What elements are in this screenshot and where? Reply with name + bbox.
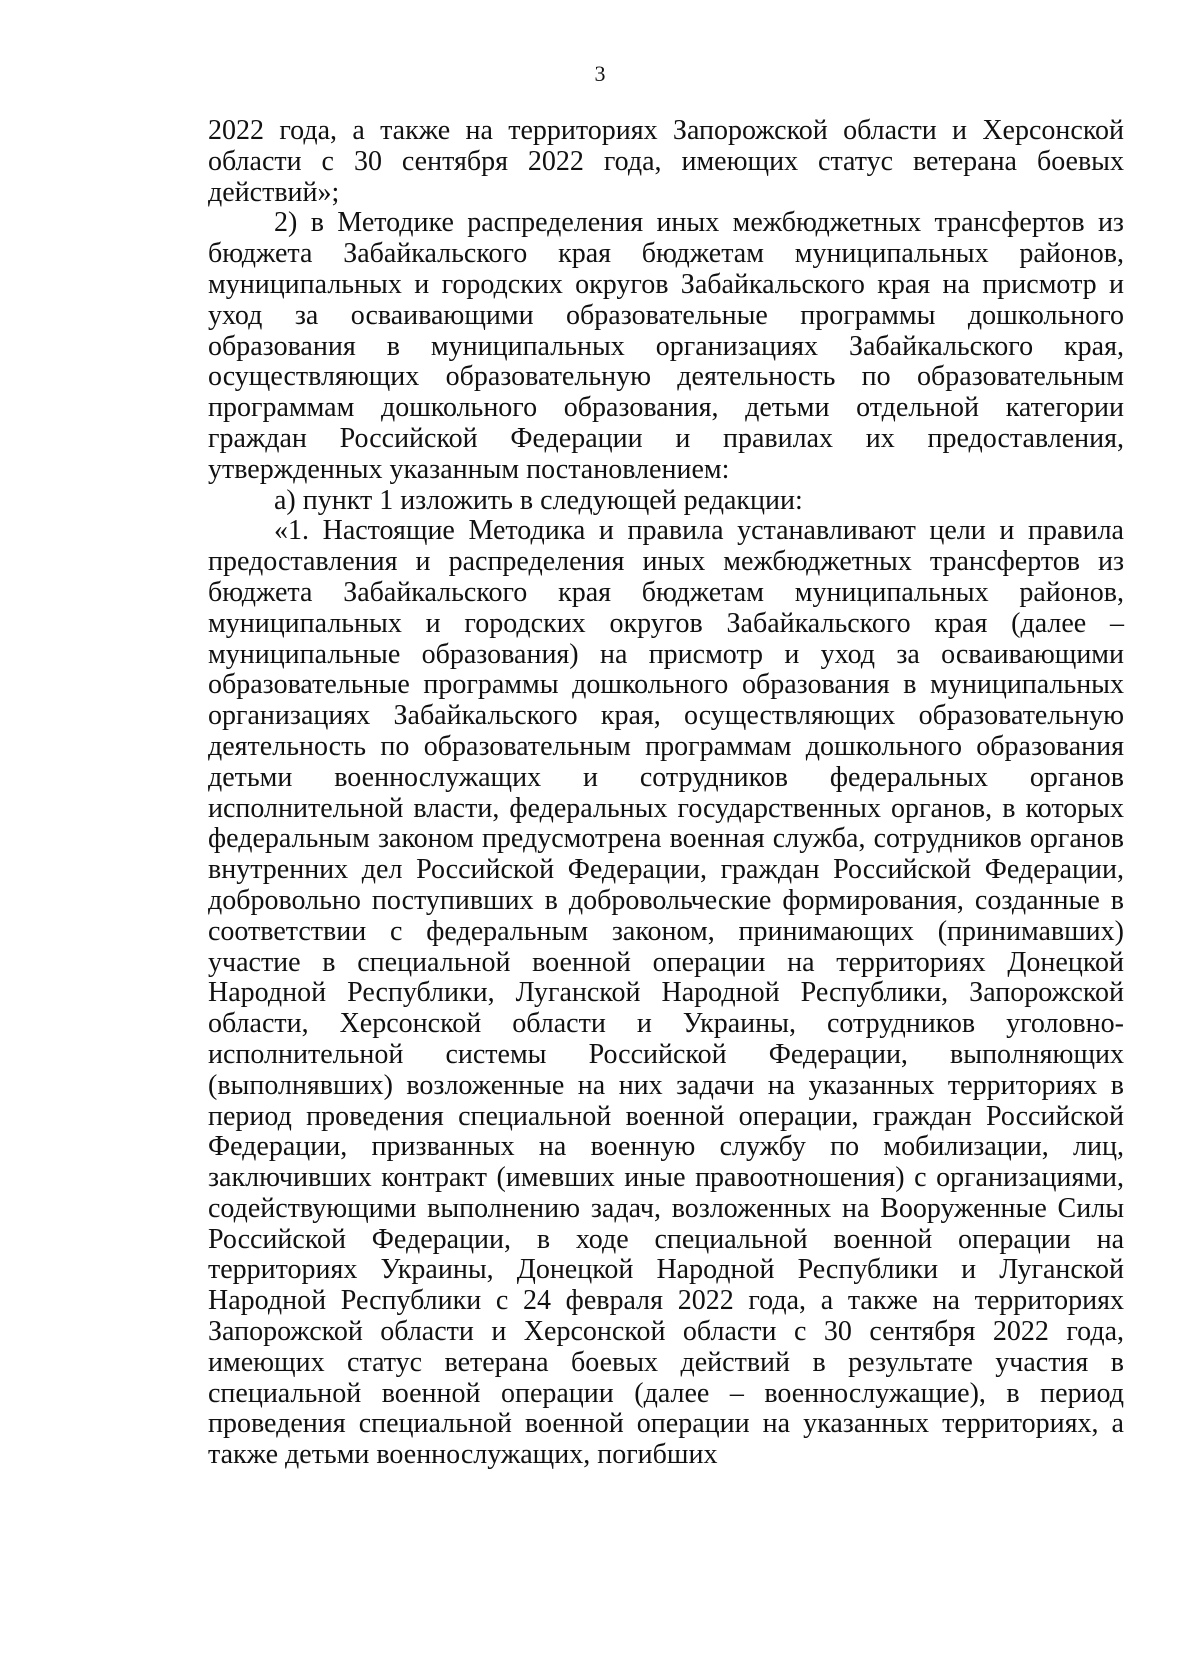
paragraph-continuation: 2022 года, а также на территориях Запорожской области и Херсонской области с 30 сентября 2022 года, имеющих статус ветерана боевых действий»; <box>208 115 1124 208</box>
paragraph-subitem-a: а) пункт 1 изложить в следующей редакции: <box>274 484 803 516</box>
document-body <box>208 116 1124 1471</box>
page-number: 3 <box>594 61 606 86</box>
paragraph-clause-1: «1. Настоящие Методика и правила устанавливают цели и правила предоставления и распределения иных межбюджетных трансфертов из бюджета Забайкальского края бюджетам муниципальных районов, муниципальных и городских округов Забайкальского края (далее – муниципальные образования) на присмотр и уход за осваивающими образовательные программы дошкольного образования в муниципальных организациях Забайкальского края, осуществляющих образовательную деятельность по образовательным программам дошкольного образования детьми военнослужащих и сотрудников федеральных органов исполнительной власти, федеральных государственных органов, в которых федеральным законом предусмотрена военная служба, сотрудников органов внутренних дел Российской Федерации, граждан Российской Федерации, добровольно поступивших в добровольческие формирования, созданные в соответствии с федеральным законом, принимающих (принимавших) участие в специальной военной операции на территориях Донецкой Народной Республики, Луганской Народной Республики, Запорожской области, Херсонской области и Украины, сотрудников уголовно-исполнительной системы Российской Федерации, выполняющих (выполнявших) возложенные на них задачи на указанных территориях в период проведения специальной военной операции, граждан Российской Федерации, призванных на военную службу по мобилизации, лиц, заключивших контракт (имевших иные правоотношения) с организациями, содействующими выполнению задач, возложенных на Вооруженные Силы Российской Федерации, в ходе специальной военной операции на территориях Украины, Донецкой Народной Республики и Луганской Народной Республики с 24 февраля 2022 года, а также на территориях Запорожской области и Херсонской области с 30 сентября 2022 года, имеющих статус ветерана боевых действий в результате участия в специальной военной операции (далее – военнослужащие), в период проведения специальной военной операции на указанных территориях, а также детьми военнослужащих, погибших <box>208 515 1124 1471</box>
paragraph-item-2: 2) в Методике распределения иных межбюджетных трансфертов из бюджета Забайкальского края бюджетам муниципальных районов, муниципальных и городских округов Забайкальского края на присмотр и уход за осваивающими образовательные программы дошкольного образования в муниципальных организациях Забайкальского края, осуществляющих образовательную деятельность по образовательным программам дошкольного образования, детьми отдельной категории граждан Российской Федерации и правилах их предоставления, утвержденных указанным постановлением: <box>208 207 1124 485</box>
